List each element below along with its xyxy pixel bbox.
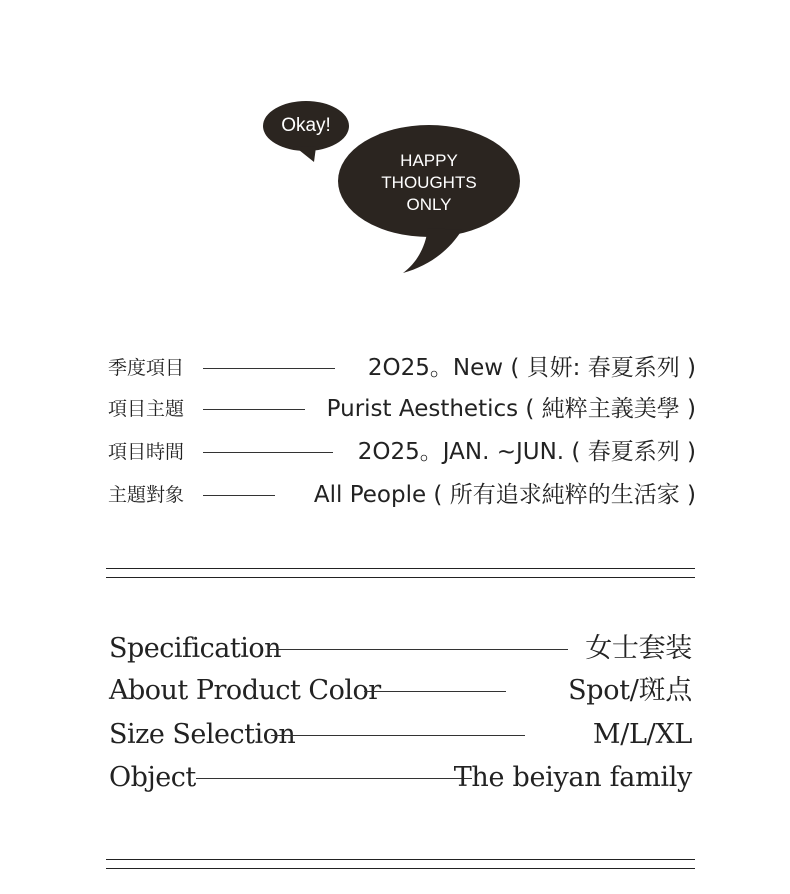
info-row-audience: [108, 478, 696, 512]
info-label: 主題對象: [108, 484, 185, 506]
product-row-specification: [109, 630, 692, 668]
info-value: Purist Aesthetics ( 純粹主義美學 ): [326, 396, 696, 422]
info-label: 項目時間: [108, 441, 185, 463]
bubble-line: THOUGHTS: [381, 173, 477, 192]
leader-line: [271, 735, 525, 736]
product-label: Object: [109, 762, 196, 793]
happy-thoughts-bubble-text: [338, 150, 520, 216]
divider-line: [106, 577, 695, 578]
product-row-size: [109, 716, 692, 754]
info-label: 項目主題: [108, 398, 185, 420]
info-value: 2O25。JAN. ~JUN. ( 春夏系列 ): [357, 439, 696, 465]
leader-line: [203, 452, 333, 453]
leader-line: [270, 649, 568, 650]
leader-line: [364, 691, 506, 692]
divider-line: [106, 868, 695, 869]
product-label: Specification: [109, 633, 281, 664]
bubble-line: HAPPY: [400, 151, 458, 170]
product-row-color: [109, 672, 692, 710]
bubble-line: ONLY: [406, 195, 452, 214]
leader-line: [203, 368, 335, 369]
product-row-object: [109, 759, 692, 797]
okay-bubble-text: Okay!: [281, 115, 331, 136]
info-value: 2O25。New ( 貝妍: 春夏系列 ): [367, 355, 696, 381]
divider-line: [106, 859, 695, 860]
product-label: About Product Color: [109, 675, 381, 706]
divider-line: [106, 568, 695, 569]
leader-line: [203, 409, 305, 410]
product-label: Size Selection: [109, 719, 296, 750]
info-row-time: [108, 435, 696, 469]
info-row-season: [108, 351, 696, 385]
product-value: M/L/XL: [592, 719, 692, 750]
product-value: The beiyan family: [453, 762, 692, 793]
product-value: Spot/斑点: [568, 675, 692, 706]
leader-line: [203, 495, 275, 496]
info-value: All People ( 所有追求純粹的生活家 ): [313, 482, 696, 508]
info-label: 季度項目: [108, 357, 185, 379]
info-row-theme: [108, 392, 696, 426]
leader-line: [196, 778, 472, 779]
product-value: 女士套装: [585, 633, 692, 664]
